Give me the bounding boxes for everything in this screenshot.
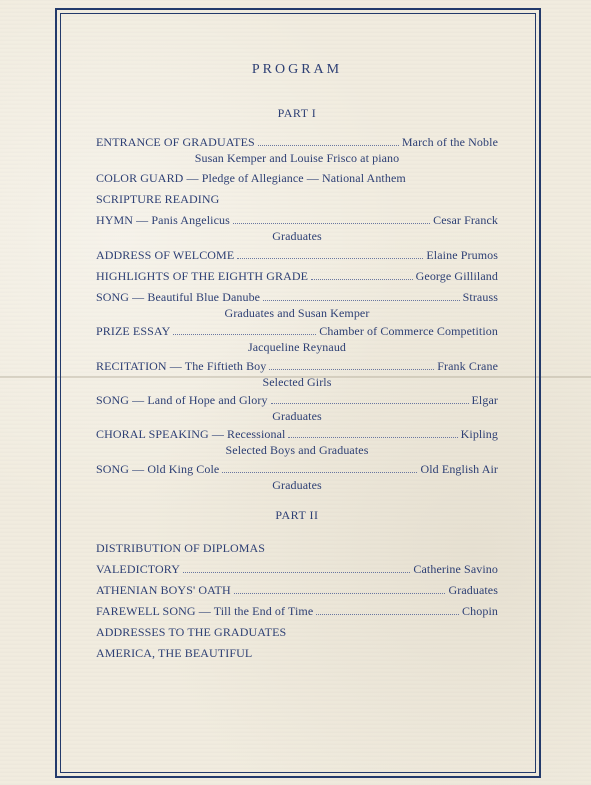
- item-label: CHORAL SPEAKING — Recessional: [96, 427, 286, 442]
- item-label: ATHENIAN BOYS' OATH: [96, 583, 231, 598]
- item-performer: Elaine Prumos: [426, 247, 498, 262]
- leader-dots: [316, 613, 459, 615]
- item-label: ADDRESS OF WELCOME: [96, 247, 235, 262]
- item-label: ENTRANCE OF GRADUATES: [96, 135, 255, 149]
- program-item-oath: [96, 583, 498, 598]
- item-performer: Kipling: [460, 427, 498, 442]
- leader-dots: [263, 299, 460, 301]
- item-subline: Selected Girls: [262, 374, 332, 389]
- leader-dots: [237, 257, 423, 259]
- item-performer: Elgar: [471, 392, 498, 407]
- program-item-america: AMERICA, THE BEAUTIFUL: [96, 646, 253, 661]
- item-label: SONG — Beautiful Blue Danube: [96, 289, 261, 304]
- part-1-heading: PART I: [277, 106, 317, 120]
- item-performer: Catherine Savino: [413, 562, 498, 577]
- item-performer: Chopin: [462, 604, 498, 619]
- program-item-scripture: SCRIPTURE READING: [96, 192, 220, 207]
- item-subline: Jacqueline Reynaud: [247, 340, 347, 355]
- program-item-diplomas: DISTRIBUTION OF DIPLOMAS: [96, 541, 266, 556]
- program-item-recitation: [96, 359, 498, 374]
- item-performer: George Gilliland: [415, 268, 498, 283]
- program-item-song-glory: [96, 393, 498, 408]
- item-performer: Strauss: [462, 289, 498, 304]
- program-item-hymn: [96, 213, 498, 228]
- item-label: HYMN — Panis Angelicus: [96, 213, 230, 228]
- leader-dots: [183, 571, 410, 573]
- item-performer: Graduates: [448, 583, 498, 598]
- program-item-song-cole: [96, 462, 498, 477]
- program-item-prize-essay: [96, 324, 498, 339]
- item-label: FAREWELL SONG — Till the End of Time: [96, 604, 314, 619]
- program-item-highlights: [96, 269, 498, 284]
- leader-dots: [311, 278, 413, 280]
- program-content: [96, 56, 498, 667]
- part-2-heading: PART II: [275, 508, 319, 523]
- program-item-farewell: [96, 604, 498, 619]
- program-item-entrance: [96, 135, 498, 150]
- item-subline: Graduates: [272, 408, 322, 423]
- leader-dots: [234, 592, 446, 594]
- item-subline: Graduates: [272, 229, 322, 244]
- program-title: PROGRAM: [251, 62, 343, 77]
- leader-dots: [258, 144, 399, 146]
- item-label: VALEDICTORY: [96, 562, 180, 577]
- leader-dots: [222, 471, 417, 473]
- program-item-song-danube: [96, 290, 498, 305]
- leader-dots: [269, 368, 434, 370]
- item-label: SONG — Land of Hope and Glory: [96, 392, 268, 407]
- program-item-addresses: ADDRESSES TO THE GRADUATES: [96, 625, 287, 640]
- item-performer: Cesar Franck: [433, 213, 498, 228]
- item-performer: Chamber of Commerce Competition: [319, 324, 498, 339]
- item-subline: Graduates: [272, 477, 322, 492]
- item-label: SONG — Old King Cole: [96, 461, 220, 476]
- program-item-valedictory: [96, 562, 498, 577]
- item-performer: Frank Crane: [437, 358, 498, 373]
- leader-dots: [271, 402, 469, 404]
- program-item-color-guard: COLOR GUARD — Pledge of Allegiance — National Anthem: [96, 171, 406, 186]
- item-performer: March of the Noble: [401, 135, 498, 149]
- item-label: HIGHLIGHTS OF THE EIGHTH GRADE: [96, 268, 309, 283]
- item-subline: Susan Kemper and Louise Frisco at piano: [194, 151, 400, 165]
- item-subline: Selected Boys and Graduates: [225, 443, 369, 458]
- leader-dots: [233, 222, 430, 224]
- item-performer: Old English Air: [420, 461, 498, 476]
- item-subline: Graduates and Susan Kemper: [224, 305, 370, 320]
- item-label: RECITATION — The Fiftieth Boy: [96, 358, 267, 373]
- item-label: PRIZE ESSAY: [96, 324, 171, 339]
- leader-dots: [288, 436, 457, 438]
- program-item-welcome: [96, 248, 498, 263]
- program-item-choral: [96, 427, 498, 442]
- leader-dots: [173, 333, 316, 335]
